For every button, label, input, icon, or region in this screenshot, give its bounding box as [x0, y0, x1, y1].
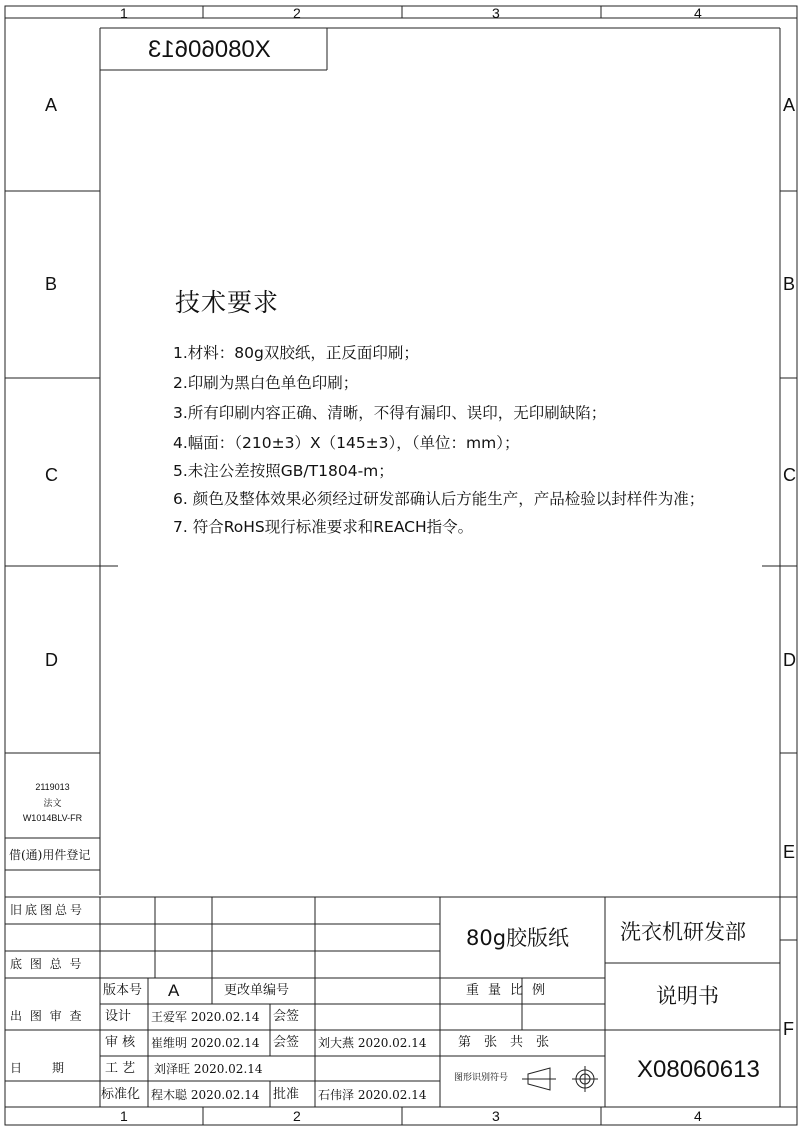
sheet-count-label: 第 张 共 张	[458, 1035, 550, 1050]
base-number-label: 底 图 总 号	[10, 957, 84, 971]
symbol-label: 图形识别符号	[454, 1073, 509, 1083]
zone-right-b: B	[783, 274, 796, 294]
zone-left-a: A	[45, 95, 58, 115]
requirement-item-4: 4.幅面：（210±3）X（145±3），（单位：mm）；	[173, 434, 520, 452]
document-code: X08060613	[637, 1056, 760, 1083]
process-label: 工 艺	[105, 1061, 136, 1076]
zone-left-d: D	[45, 650, 58, 670]
column-number-top-2: 2	[293, 5, 301, 21]
change-number-label: 更改单编号	[224, 983, 290, 998]
review-label: 审 核	[105, 1035, 136, 1050]
design-value: 王爱军 2020.02.14	[151, 1010, 260, 1024]
zone-right-f: F	[783, 1019, 794, 1039]
material-value: 80g胶版纸	[466, 926, 570, 950]
countersign-value-2: 刘大燕 2020.02.14	[318, 1036, 427, 1050]
zone-right-e: E	[783, 842, 796, 862]
department-name: 洗衣机研发部	[620, 920, 746, 944]
column-number-bottom-3: 3	[492, 1108, 500, 1124]
version-label: 版本号	[103, 983, 143, 998]
old-base-number-label: 旧底图总号	[10, 903, 86, 917]
column-number-top-1: 1	[120, 5, 128, 21]
column-number-top-3: 3	[492, 5, 500, 21]
issue-check-label: 出 图 审 查	[10, 1009, 84, 1023]
requirement-item-7: 7. 符合RoHS现行标准要求和REACH指令。	[173, 518, 474, 536]
approve-label: 批准	[273, 1087, 300, 1102]
countersign-label-1: 会签	[273, 1009, 300, 1024]
requirement-item-5: 5.未注公差按照GB/T1804-m；	[173, 462, 394, 480]
zone-right-c: C	[783, 465, 796, 485]
zone-right-d: D	[783, 650, 796, 670]
standard-label: 标准化	[101, 1087, 141, 1102]
date-label: 日 期	[10, 1061, 67, 1075]
standard-value: 程木聪 2020.02.14	[151, 1088, 260, 1102]
version-value: A	[168, 981, 180, 1000]
approve-value: 石伟泽 2020.02.14	[318, 1088, 427, 1102]
side-info-lang: 法文	[43, 798, 62, 808]
side-info-code: 2119013	[35, 782, 70, 792]
projection-symbol-icon	[522, 1066, 598, 1092]
column-number-bottom-1: 1	[120, 1108, 128, 1124]
zone-left-c: C	[45, 465, 58, 485]
design-label: 设计	[105, 1009, 132, 1024]
review-value: 崔维明 2020.02.14	[151, 1036, 260, 1050]
requirements-title: 技术要求	[175, 288, 280, 317]
document-name: 说明书	[656, 984, 719, 1008]
side-info-block	[5, 782, 100, 823]
countersign-label-2: 会签	[273, 1035, 300, 1050]
weight-ratio-label: 重量比例	[466, 983, 555, 998]
side-info-model: W1014BLV-FR	[22, 813, 83, 823]
zone-left-b: B	[45, 274, 58, 294]
column-number-bottom-4: 4	[694, 1108, 702, 1124]
column-number-bottom-2: 2	[293, 1108, 301, 1124]
requirement-item-2: 2.印刷为黑白色单色印刷；	[173, 374, 359, 392]
process-value: 刘泽旺 2020.02.14	[154, 1062, 263, 1076]
requirement-item-3: 3.所有印刷内容正确、清晰，不得有漏印、误印，无印刷缺陷；	[173, 404, 607, 422]
mirrored-code: X08060613	[148, 36, 271, 63]
zone-right-a: A	[783, 95, 796, 115]
requirement-item-6: 6. 颜色及整体效果必须经过研发部确认后方能生产，产品检验以封样件为准；	[173, 490, 705, 508]
borrow-register-label: 借(通)用件登记	[9, 848, 91, 862]
requirement-item-1: 1.材料：80g双胶纸，正反面印刷；	[173, 344, 419, 362]
column-number-top-4: 4	[694, 5, 702, 21]
